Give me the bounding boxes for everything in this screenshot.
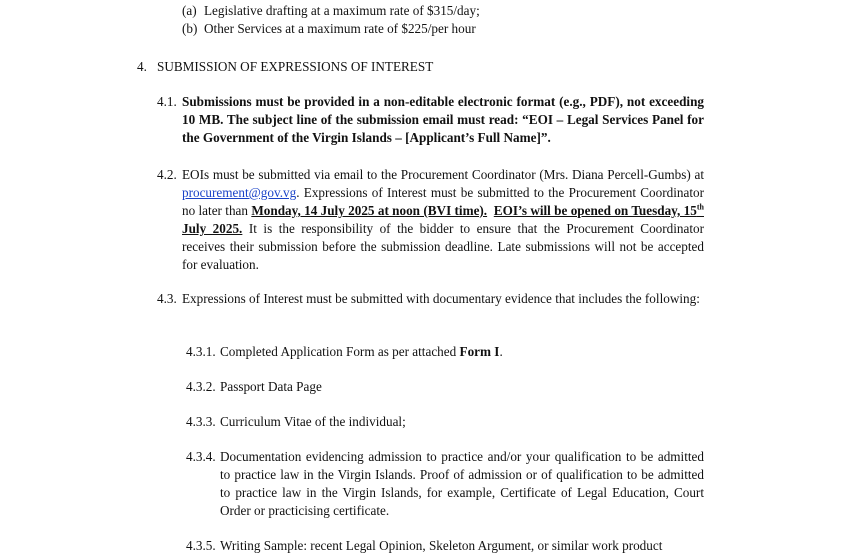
text-segment: . Expressions of Interest must be submitted to the Procurement Coordinator no later than (182, 185, 704, 218)
sub-item-4-3-5 (186, 537, 704, 555)
clause-text (182, 166, 704, 274)
sub-item-text: Passport Data Page (220, 379, 322, 394)
sub-item-text: Documentation evidencing admission to practice and/or your qualification to be admitted to practice law in the Virgin Islands. Proof of admission or of qualification to be admitted to practice law in the Virgin Islands, for example, Certificate of Legal Education, Court Order or practicising certificate. (220, 449, 704, 518)
sub-item-4-3-2 (186, 378, 704, 396)
sub-item-text: Writing Sample: recent Legal Opinion, Skeleton Argument, or similar work product (220, 538, 663, 553)
sub-item-4-3-4 (186, 448, 704, 520)
sub-item-text: Curriculum Vitae of the individual; (220, 414, 406, 429)
list-marker: (b) (182, 21, 198, 36)
sub-item-text (220, 343, 704, 361)
clause-text: Expressions of Interest must be submitted with documentary evidence that includes the following: (182, 291, 700, 306)
list-item-b (182, 20, 742, 38)
list-item-a (182, 2, 742, 20)
list-text: Other Services at a maximum rate of $225/per hour (204, 21, 476, 36)
sub-item-number: 4.3.1. (186, 344, 216, 359)
text-segment: EOIs must be submitted via email to the Procurement Coordinator (Mrs. Diana Percell-Gumbs) at (182, 167, 704, 182)
section-heading (137, 58, 697, 76)
text-segment: . (499, 344, 503, 359)
clause-number: 4.1. (157, 94, 177, 109)
clause-number: 4.2. (157, 167, 177, 182)
list-text: Legislative drafting at a maximum rate of $315/day; (204, 3, 480, 18)
sub-item-4-3-1 (186, 343, 704, 361)
list-marker: (a) (182, 3, 197, 18)
section-number: 4. (137, 59, 147, 74)
opening-text-a: EOI’s will be opened on Tuesday, 15 (493, 203, 697, 218)
deadline-text: Monday, 14 July 2025 at noon (BVI time). (251, 203, 488, 218)
text-segment: Completed Application Form as per attached (220, 344, 460, 359)
sub-item-number: 4.3.5. (186, 538, 216, 553)
sub-item-number: 4.3.2. (186, 379, 216, 394)
clause-text: Submissions must be provided in a non-editable electronic format (e.g., PDF), not exceeding 10 MB. The subject line of the submission email must read: “EOI – Legal Services Panel for the Government of the Virgin Islands – [Applicant’s Full Name]”. (182, 94, 704, 145)
clause-4-2 (157, 166, 704, 274)
clause-number: 4.3. (157, 291, 177, 306)
opening-text-b: July 2025. (182, 221, 243, 236)
form-reference: Form I (459, 344, 500, 359)
sub-item-number: 4.3.3. (186, 414, 216, 429)
clause-4-1 (157, 93, 704, 147)
sub-item-number: 4.3.4. (186, 449, 216, 464)
clause-4-3 (157, 290, 704, 308)
ordinal-suffix: th (696, 202, 704, 212)
sub-item-4-3-3 (186, 413, 704, 431)
section-title: SUBMISSION OF EXPRESSIONS OF INTEREST (157, 59, 434, 74)
text-segment: It is the responsibility of the bidder to ensure that the Procurement Coordinator receives their submission before the submission deadline. Late submissions will not be accepted for evaluation. (182, 221, 705, 272)
procurement-email-link[interactable]: procurement@gov.vg (182, 185, 297, 200)
